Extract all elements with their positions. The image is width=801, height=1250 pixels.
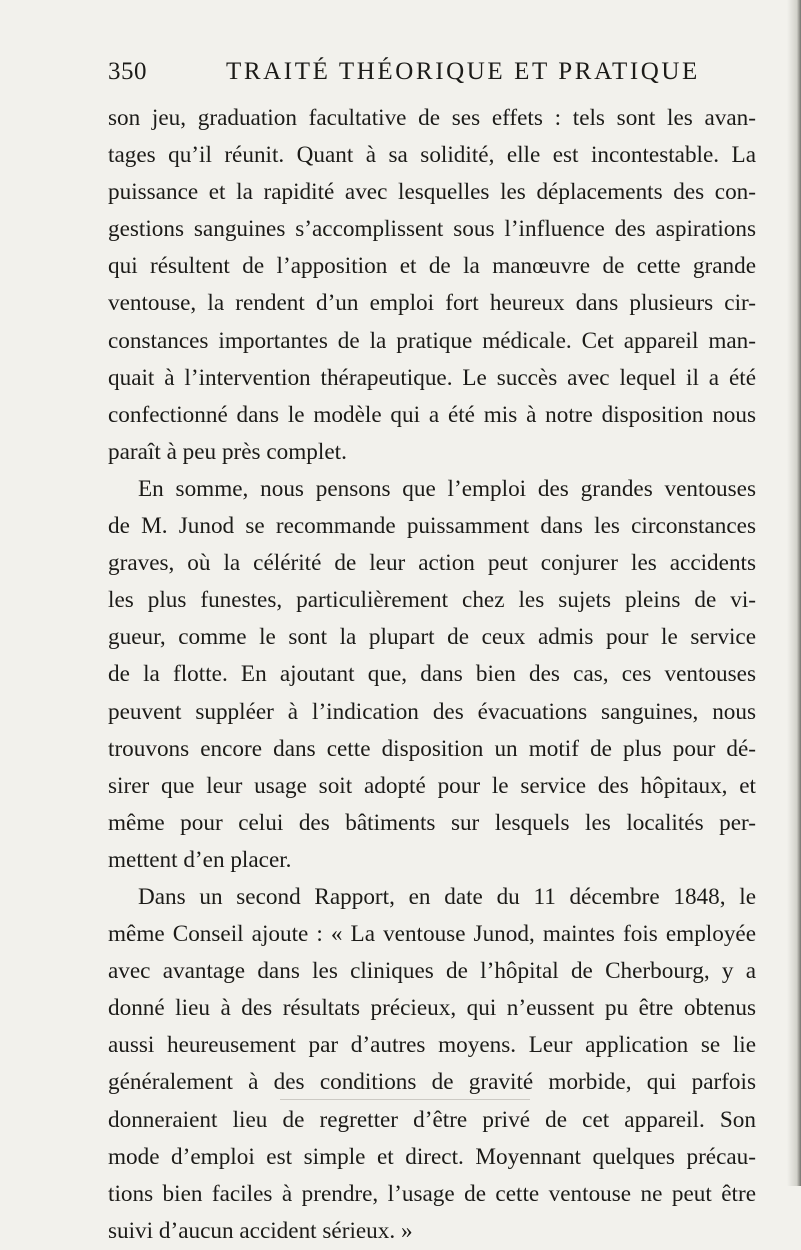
text-line: paraît à peu près complet. [108,438,347,465]
text-line: gestions sanguines s’accomplissent sous l’influence des aspirations [108,216,756,243]
text-line: donneraient lieu de regretter d’être privé de cet appareil. Son [108,1106,756,1133]
text-line: peuvent suppléer à l’indication des évacuations sanguines, nous [108,698,756,725]
text-line: sirer que leur usage soit adopté pour le service des hôpitaux, et [108,772,756,799]
text-line: généralement à des conditions de gravité morbide, qui parfois [108,1069,756,1096]
text-line: donné lieu à des résultats précieux, qui n’eussent pu être obtenus [108,995,756,1022]
text-line: gueur, comme le sont la plupart de ceux admis pour le service [108,624,756,651]
footer-rule [280,1099,530,1100]
text-line: tages qu’il réunit. Quant à sa solidité, elle est incontestable. La [108,142,756,169]
text-line: avec avantage dans les cliniques de l’hôpital de Cherbourg, y a [108,958,756,985]
text-line: qui résultent de l’apposition et de la manœuvre de cette grande [108,253,756,280]
text-line: de la flotte. En ajoutant que, dans bien des cas, ces ventouses [108,661,756,688]
running-header [108,58,748,92]
text-line: En somme, nous pensons que l’emploi des grandes ventouses [138,475,756,502]
text-line: trouvons encore dans cette disposition un motif de plus pour dé- [108,735,756,762]
text-line: graves, où la célérité de leur action peut conjurer les accidents [108,550,756,577]
body-text [108,100,756,1250]
text-line: même pour celui des bâtiments sur lesquels les localités per- [108,809,756,836]
text-line: Dans un second Rapport, en date du 11 décembre 1848, le [138,883,756,910]
text-line: même Conseil ajoute : « La ventouse Junod, maintes fois employée [108,921,756,948]
text-line: ventouse, la rendent d’un emploi fort heureux dans plusieurs cir- [108,290,756,317]
text-line: mettent d’en placer. [108,846,292,873]
page-number: 350 [108,58,147,85]
running-title: TRAITÉ THÉORIQUE ET PRATIQUE [226,58,700,85]
text-line: son jeu, graduation facultative de ses effets : tels sont les avan- [108,105,756,131]
text-line: quait à l’intervention thérapeutique. Le succès avec lequel il a été [108,364,756,391]
text-line: constances importantes de la pratique médicale. Cet appareil man- [108,327,756,354]
text-line: mode d’emploi est simple et direct. Moyennant quelques précau- [108,1143,756,1170]
text-line: les plus funestes, particulièrement chez les sujets pleins de vi- [108,587,756,614]
text-line: aussi heureusement par d’autres moyens. Leur application se lie [108,1032,756,1059]
text-line: suivi d’aucun accident sérieux. » [108,1217,413,1244]
page-edge-shadow [787,0,801,1186]
text-line: puissance et la rapidité avec lesquelles les déplacements des con- [108,179,756,206]
text-line: tions bien faciles à prendre, l’usage de cette ventouse ne peut être [108,1180,756,1207]
text-line: de M. Junod se recommande puissamment dans les circonstances [108,513,756,540]
text-line: confectionné dans le modèle qui a été mis à notre disposition nous [108,401,756,428]
